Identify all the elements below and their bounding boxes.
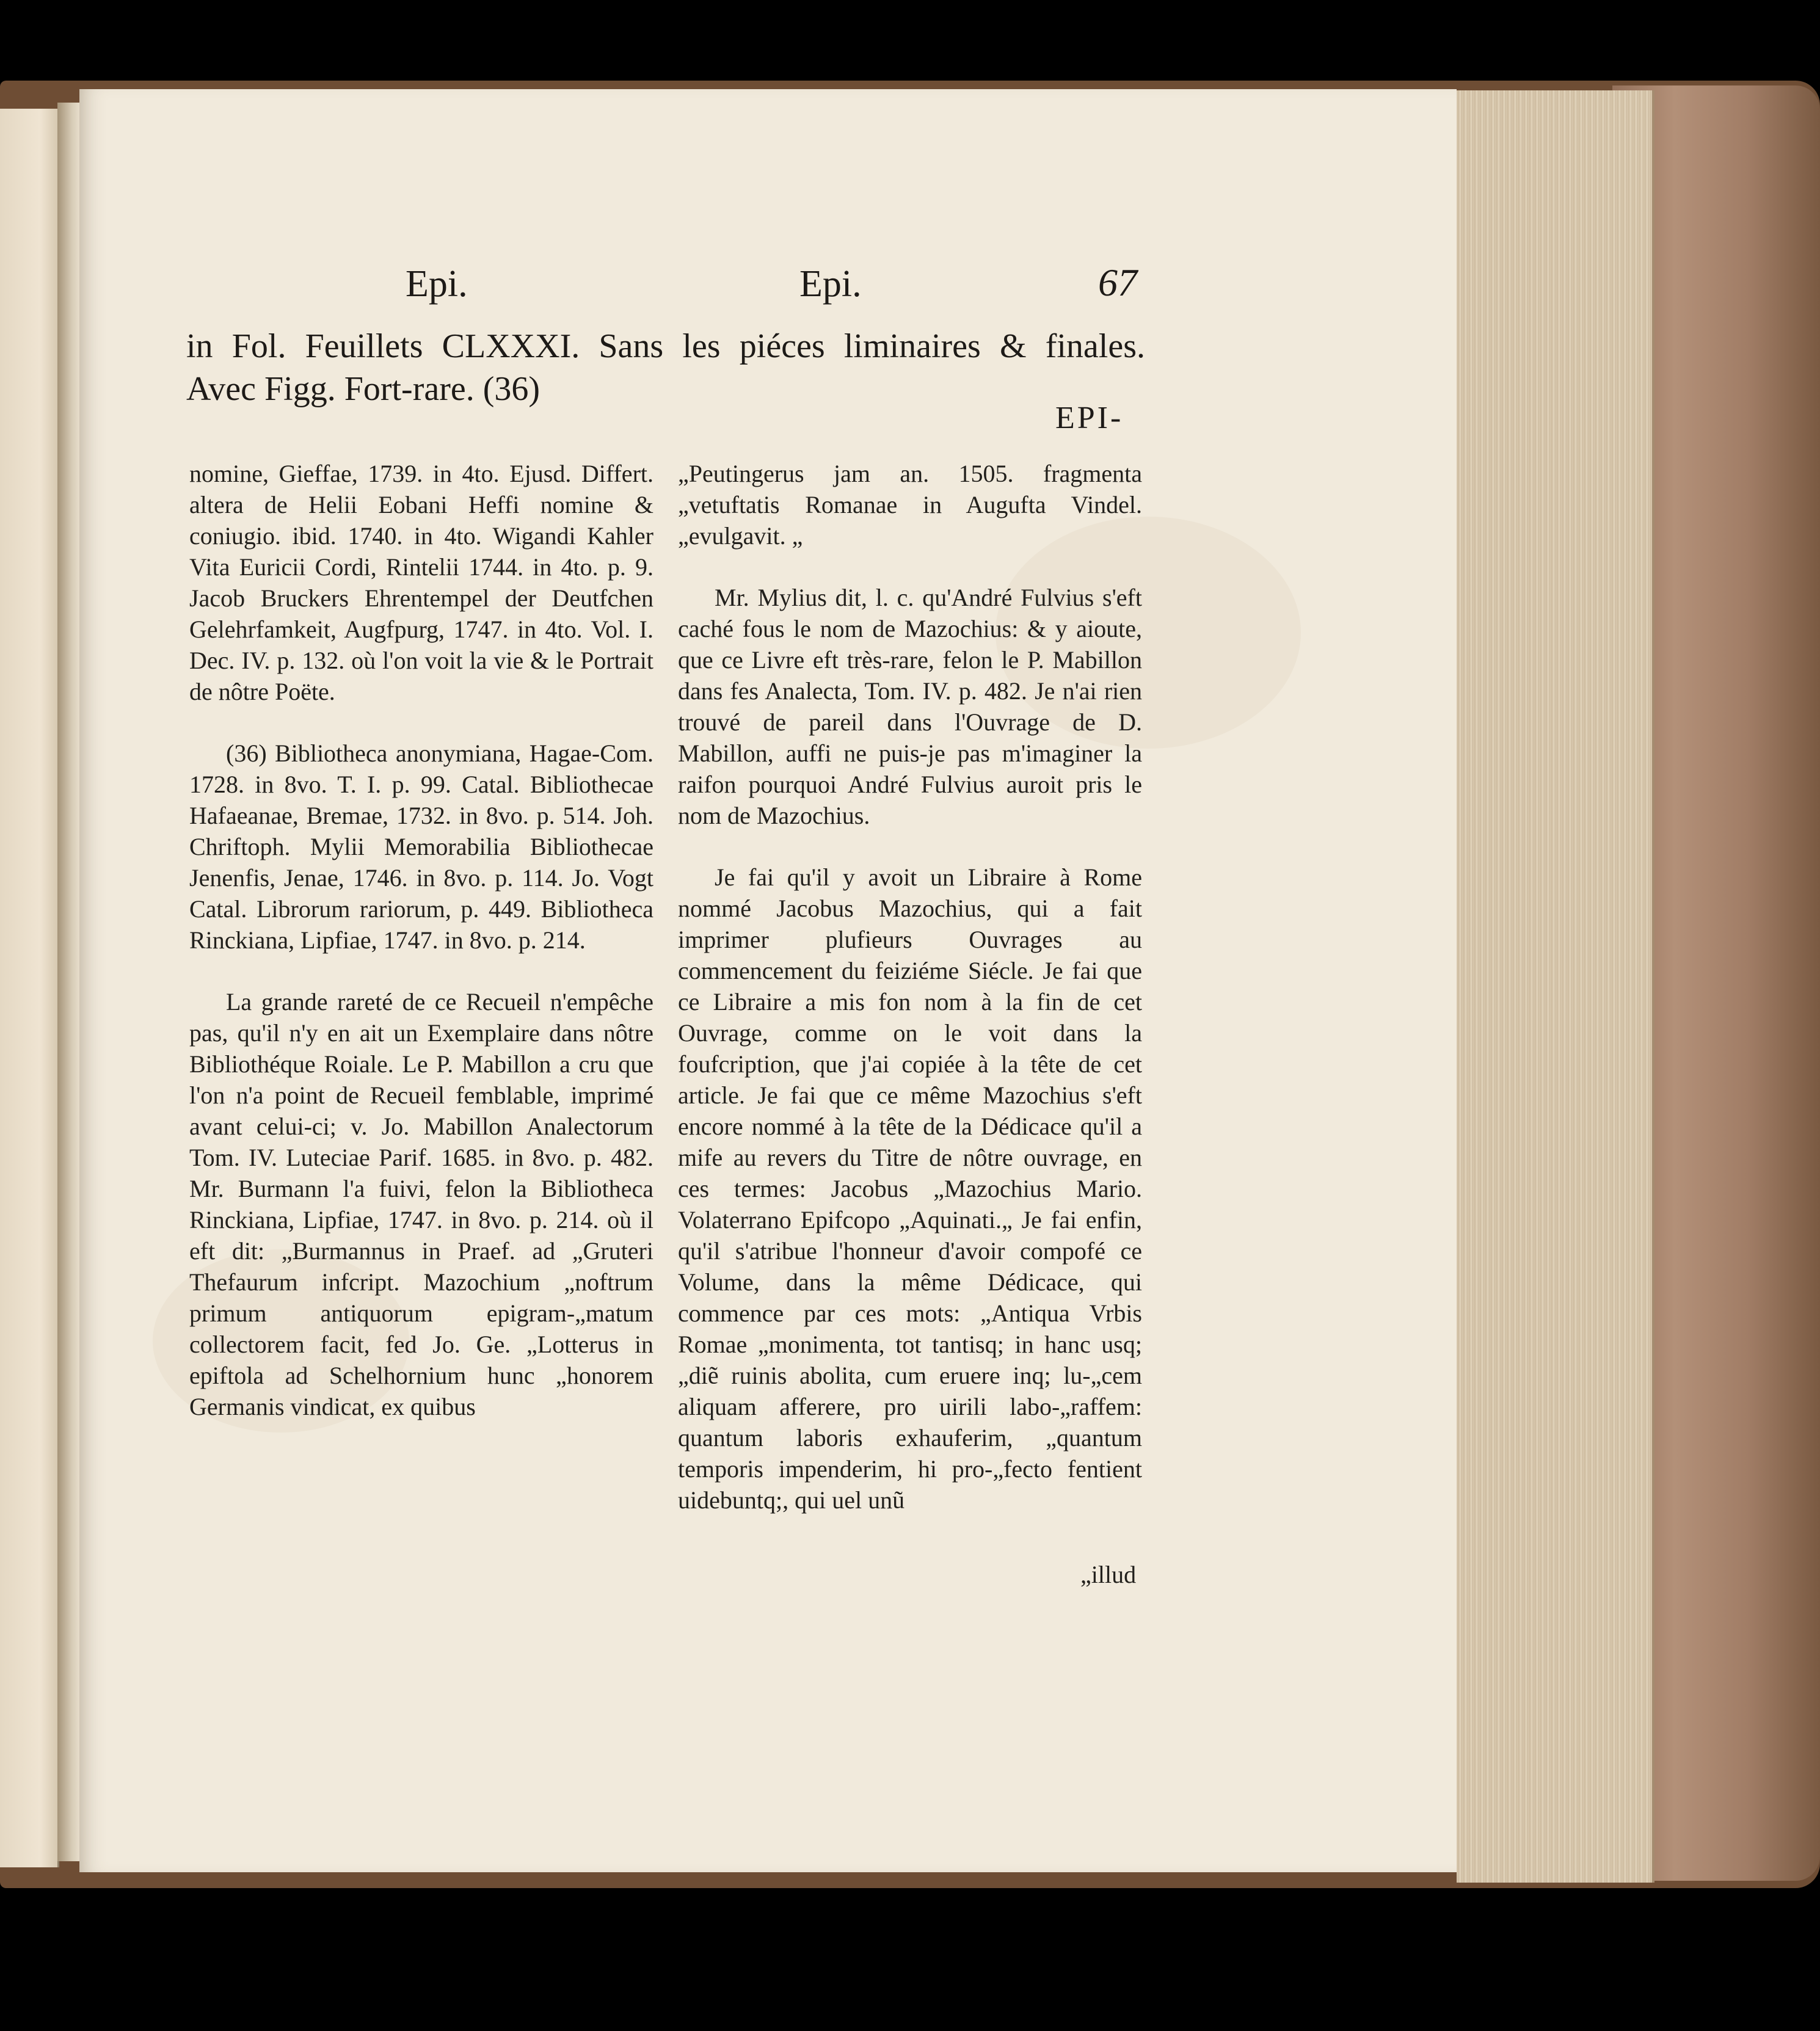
page-number: 67 xyxy=(1098,261,1137,304)
title-line-2: Avec Figg. Fort-rare. (36) xyxy=(186,370,541,408)
left-paragraph-3: La grande rareté de ce Recueil n'empêche pas, qu'il n'y en ait un Exemplaire dans nôtre Bibliothéque Roiale. Le P. Mabillon a cru que l'on n'a point de Recueil femblable, imprimé avant celui-ci; v. Jo. Mabillon Analectorum Tom. IV. Luteciae Parif. 1685. in 8vo. p. 482. Mr. Burmann l'a fuivi, felon la Bibliotheca Rinckiana, Lipfiae, 1747. in 8vo. p. 214. où il eft dit: „Burmannus in Praef. ad „Gruteri Thefaurum infcript. Mazochium „noftrum primum antiquorum epigram-„matum collectorem facit, fed Jo. Ge. „Lotterus in epiftola ad Schelhornium hunc „honorem Germanis vindicat, ex quibus xyxy=(189,988,653,1420)
running-head-left: Epi. xyxy=(406,263,468,305)
page-block-edges xyxy=(1457,90,1654,1883)
left-column xyxy=(189,458,653,1453)
book-gutter xyxy=(57,103,82,1861)
left-paragraph-2: (36) Bibliotheca anonymiana, Hagae-Com. 1728. in 8vo. T. I. p. 99. Catal. Bibliothecae Hafaeanae, Bremae, 1732. in 8vo. p. 514. Joh. Chriftoph. Mylii Memorabilia Bibliothecae Jenenfis, Jenae, 1746. in 8vo. p. 114. Jo. Vogt Catal. Librorum rariorum, p. 449. Bibliotheca Rinckiana, Lipfiae, 1747. in 8vo. p. 214. xyxy=(189,739,653,954)
running-head-center: Epi. xyxy=(799,263,862,305)
catchword-top: EPI- xyxy=(1055,401,1124,435)
right-paragraph-1: „Peutingerus jam an. 1505. fragmenta „vetuftatis Romanae in Augufta Vindel. „evulgavit. „ xyxy=(678,460,1142,550)
left-paragraph-1: nomine, Gieffae, 1739. in 4to. Ejusd. Differt. altera de Helii Eobani Heffi nomine & coniugio. ibid. 1740. in 4to. Wigandi Kahler Vita Euricii Cordi, Rintelii 1744. in 4to. p. 9. Jacob Bruckers Ehrentempel der Deutfchen Gelehrfamkeit, Augfpurg, 1747. in 4to. Vol. I. Dec. IV. p. 132. où l'on voit la vie & le Portrait de nôtre Poëte. xyxy=(189,460,653,705)
right-paragraph-2: Mr. Mylius dit, l. c. qu'André Fulvius s'eft caché fous le nom de Mazochius: & y aioute, que ce Livre eft très-rare, felon le P. Mabillon dans fes Analecta, Tom. IV. p. 482. Je n'ai rien trouvé de pareil dans l'Ouvrage de D. Mabillon, auffi ne puis-je pas m'imaginer la raifon pourquoi André Fulvius auroit pris le nom de Mazochius. xyxy=(678,584,1142,829)
title-line-1: in Fol. Feuillets CLXXXI. Sans les piéces liminaires & finales. xyxy=(186,327,1145,365)
facing-page-edge xyxy=(0,109,59,1867)
right-column xyxy=(678,458,1142,1546)
catchword-bottom: „illud xyxy=(1080,1561,1137,1588)
right-paragraph-3: Je fai qu'il y avoit un Libraire à Rome nommé Jacobus Mazochius, qui a fait imprimer plufieurs Ouvrages au commencement du feiziéme Siécle. Je fai que ce Libraire a mis fon nom à la fin de cet Ouvrage, comme on le voit dans la foufcription, que j'ai copiée à la tête de cet article. Je fai que ce même Mazochius s'eft encore nommé à la tête de la Dédicace qu'il a mife au revers du Titre de nôtre ouvrage, en ces termes: Jacobus „Mazochius Mario. Volaterrano Epifcopo „Aquinati.„ Je fai enfin, qu'il s'atribue l'honneur d'avoir compofé ce Volume, dans la même Dédicace, qui commence par ces mots: „Antiqua Vrbis Romae „monimenta, tot tantisq; in hanc usq; „diẽ ruinis abolita, cum eruere inq; lu-„cem aliquam afferere, pro uirili labo-„raffem: quantum laboris exhauferim, „quantum temporis impenderim, hi pro-„fecto fentient uidebuntq;, qui uel unũ xyxy=(678,863,1142,1514)
